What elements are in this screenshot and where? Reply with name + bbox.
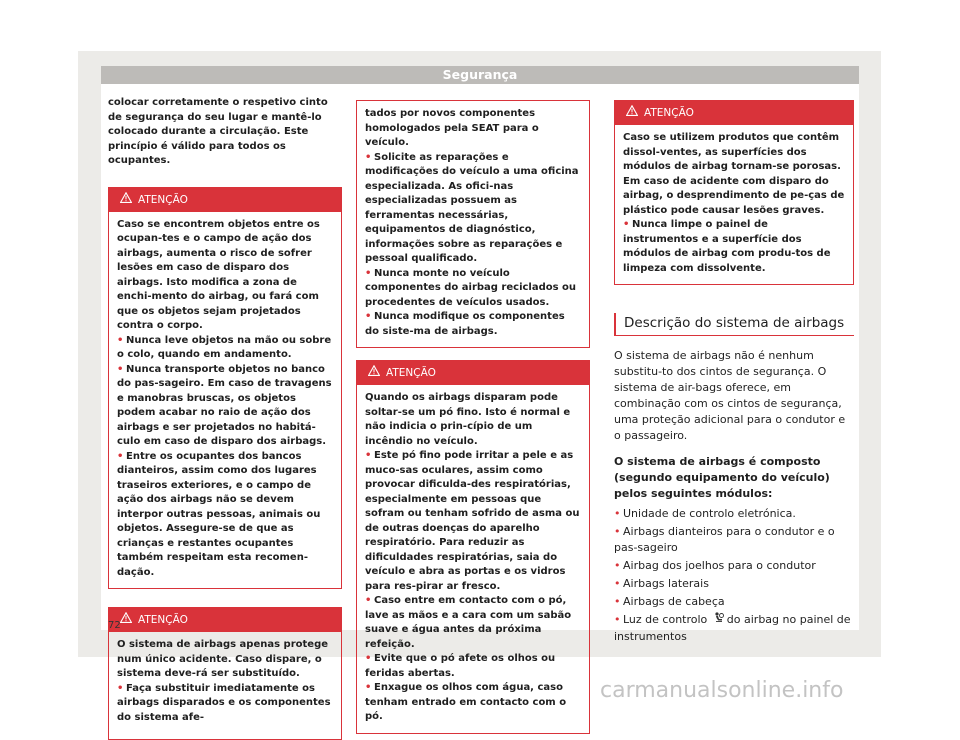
column-3 [614,100,854,647]
list-item: • Caso entre em contacto com o pó, lave as mãos e a cara com um sabão suave e água antes da próxima refeição. [365,595,572,650]
list-item: • Nunca leve objetos na mão ou sobre o colo, quando em andamento. [117,334,332,360]
warning-triangle-icon [120,188,132,212]
list-item: • Enxague os olhos com água, caso tenham entrado em contacto com o pó. [365,682,567,722]
warning-text: Quando os airbags disparam pode soltar-se um pó fino. Isto é normal e não indicia o prin-cípio de um incêndio no veículo. [365,392,571,447]
list-item: • Faça substituir imediatamente os airbags disparados e os componentes do sistema afe- [117,682,331,723]
watermark: carmanualsonline.info [600,678,844,703]
list-item: • Nunca limpe o painel de instrumentos e a superfície dos módulos de airbag com produ-tos de limpeza com dissolvente. [623,219,831,274]
warning-box [108,187,342,590]
warning-box [614,100,854,285]
list-item: • Evite que o pó afete os olhos ou feridas abertas. [365,653,556,679]
warning-body [109,212,341,589]
list-item: • Nunca modifique os componentes do siste-ma de airbags. [365,311,565,337]
warning-triangle-icon [120,608,132,632]
list-item: • Este pó fino pode irritar a pele e as muco-sas oculares, assim como provocar dificulda-des respiratórias, especialmente em pessoas que sofram ou tenham sofrido de asma ou de outras doenças do aparelho respiratório. Para reduzir as dificuldades respiratórias, saia do veículo e abra as portas e os vidros para res-pirar ar fresco. [365,450,580,592]
list-item: • Nunca transporte objetos no banco do pas-sageiro. Em caso de travagens e manobras bruscas, os objetos podem acabar no raio de ação dos airbags e ser projetados no habitá-culo em caso de disparo dos airbags. [117,363,332,447]
warning-header [357,361,589,385]
page-number: 72 [108,620,121,631]
body-paragraph: O sistema de airbags não é nenhum substitu-to dos cintos de segurança. O sistema de air-bags oferece, em combinação com os cintos de segurança, uma proteção adicional para o condutor e o passageiro. [614,349,846,442]
warning-title: ATENÇÃO [138,614,188,626]
warning-title: ATENÇÃO [644,107,694,119]
warning-header [615,101,853,125]
list-item: • Unidade de controlo eletrónica. [614,507,796,520]
warning-triangle-icon [626,101,638,125]
list-item: • Airbags dianteiros para o condutor e o pas-sageiro [614,525,835,554]
warning-box-continued [356,100,590,348]
list-item: • Airbag dos joelhos para o condutor [614,559,816,572]
airbag-warning-light-icon [714,612,724,629]
warning-box [356,360,590,734]
list-item: • Airbags laterais [614,577,709,590]
warning-triangle-icon [368,361,380,385]
warning-body [615,125,853,284]
list-item: • Airbags de cabeça [614,595,725,608]
warning-text: Caso se encontrem objetos entre os ocupan-tes e o campo de ação dos airbags, aumenta o risco de sofrer lesões em caso de disparo dos airbags. Isto modifica a zona de enchi-mento do airbag, ou fará com que os objetos sejam projetados contra o corpo. [117,218,320,331]
warning-body [109,632,341,739]
list-item: • Entre os ocupantes dos bancos dianteiros, assim como dos lugares traseiros exteriores, e o campo de ação dos airbags não se devem interpor outras pessoas, animais ou objetos. Assegure-se de que as crianças e restantes ocupantes também respeitam esta recomen-dação. [117,450,321,578]
warning-text: O sistema de airbags apenas protege num único acidente. Caso dispare, o sistema deve-rá ser substituído. [117,639,329,679]
list-item: • Luz de controlo do airbag no painel de instrumentos [614,613,851,643]
warning-body [357,101,589,347]
column-2 [356,100,590,734]
warning-body [357,385,589,733]
warning-header [109,188,341,212]
section-title: Descrição do sistema de airbags [614,313,854,336]
page-header: Segurança [101,66,859,84]
column-1 [108,96,342,740]
warning-text: tados por novos componentes homologados pela SEAT para o veículo. [365,108,539,148]
warning-title: ATENÇÃO [138,193,188,206]
list-item: • Solicite as reparações e modificações do veículo a uma oficina especializada. As ofici-nas especializadas possuem as ferramentas necessárias, equipamentos de diagnóstico, informações sobre as reparações e pessoal qualificado. [365,151,579,264]
warning-header [109,608,341,632]
body-paragraph-bold: O sistema de airbags é composto (segundo equipamento do veículo) pelos seguintes módulos: [614,455,830,500]
warning-box [108,607,342,740]
intro-text: colocar corretamente o respetivo cinto de segurança do seu lugar e mantê-lo colocado durante a circulação. Este princípio é válido para todos os ocupantes. [108,97,328,166]
warning-title: ATENÇÃO [386,367,436,379]
warning-text: Caso se utilizem produtos que contêm dissol-ventes, as superfícies dos módulos de airbag tornam-se porosas. Em caso de acidente com disparo do airbag, o desprendimento de pe-ças de plástico pode causar lesões graves. [623,132,845,216]
list-item: • Nunca monte no veículo componentes do airbag reciclados ou procedentes de veículos usados. [365,267,577,308]
